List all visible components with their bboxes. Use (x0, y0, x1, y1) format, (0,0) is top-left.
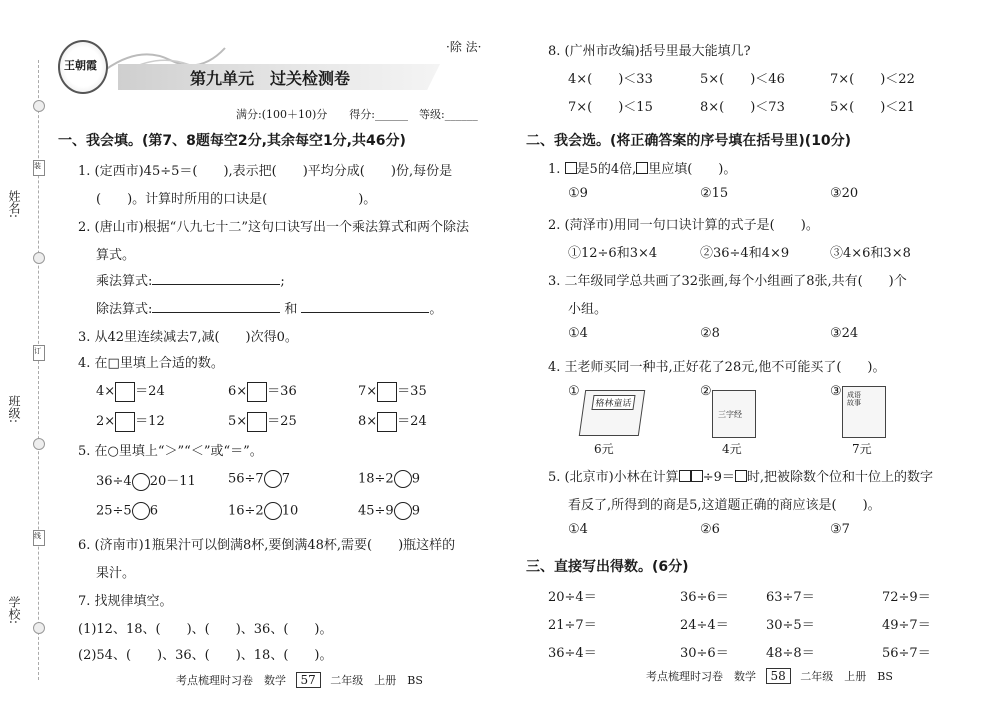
binding-hole (33, 100, 45, 112)
c1-option[interactable]: ①9 (568, 186, 588, 201)
c5-line1: 5. (北京市)小林在计算 ÷9＝ 时,把被除数个位和十位上的数字 (548, 470, 933, 485)
q8-item: 5×( )＜21 (830, 100, 915, 115)
calc-item[interactable]: 72÷9＝ (882, 590, 931, 605)
q4: 4. 在□里填上合适的数。 (78, 356, 224, 371)
q1-line1: 1. (定西市)45÷5＝( ),表示把( )平均分成( )份,每份是 (78, 164, 453, 179)
c5-option[interactable]: ①4 (568, 522, 588, 537)
compare-circle[interactable] (132, 473, 150, 491)
c3-line2: 小组。 (568, 302, 608, 317)
q6-line1: 6. (济南市)1瓶果汁可以倒满8杯,要倒满48杯,需要( )瓶这样的 (78, 538, 456, 553)
q8-item: 8×( )＜73 (700, 100, 785, 115)
page-title: 第九单元 过关检测卷 (190, 69, 351, 88)
q2-multiply-row (96, 270, 285, 289)
compare-circle[interactable] (132, 502, 150, 520)
q2-div-end: 。 (429, 302, 443, 317)
c4-option[interactable]: ③ (830, 384, 842, 399)
c2-option[interactable]: ②36÷4和4×9 (700, 246, 790, 261)
q5: 5. 在○里填上“＞”“＜”或“＝”。 (78, 444, 263, 459)
left-footer: 考点梳理时习卷 数学 57 二年级 上册 BS (176, 673, 423, 687)
name-label: 姓名: (7, 190, 21, 219)
binding-hole (33, 622, 45, 634)
answer-box[interactable] (377, 382, 397, 402)
brand-logo (58, 40, 108, 94)
q4-item: 8× ＝24 (358, 410, 427, 432)
q5-item: 56÷7 7 (228, 471, 290, 487)
calc-item[interactable]: 36÷6＝ (680, 590, 729, 605)
calc-item[interactable]: 30÷6＝ (680, 646, 729, 661)
q2-div-blank-1[interactable] (152, 312, 280, 313)
c4-price: 7元 (852, 442, 872, 456)
page-number: 57 (296, 672, 321, 688)
q2-mul-end: ; (280, 274, 285, 289)
unit-tag: ·除 法· (446, 40, 482, 54)
q5-item: 18÷2 9 (358, 471, 420, 487)
q5-item: 16÷2 10 (228, 503, 299, 519)
q2-and: 和 (284, 302, 298, 317)
c4-option[interactable]: ② (700, 384, 712, 399)
blank-square (691, 470, 703, 482)
binding-tab: 订 (33, 345, 45, 361)
q2-div-blank-2[interactable] (301, 312, 429, 313)
answer-box[interactable] (115, 412, 135, 432)
q8: 8. (广州市改编)括号里最大能填几? (548, 44, 751, 59)
calc-item[interactable]: 63÷7＝ (766, 590, 815, 605)
section-1-title: 一、我会填。(第7、8题每空2分,其余每空1分,共46分) (58, 133, 406, 149)
blank-square (679, 470, 691, 482)
q2-mul-label: 乘法算式: (96, 274, 153, 289)
c2-option[interactable]: ①12÷6和3×4 (568, 246, 658, 261)
answer-box[interactable] (247, 382, 267, 402)
binding-tab: 线 (33, 530, 45, 546)
q7-a: (1)12、18、( )、( )、36、( )。 (78, 622, 333, 637)
c1: 1. 是5的4倍, 里应填( )。 (548, 162, 737, 177)
q4-item: 5× ＝25 (228, 410, 297, 432)
class-label: 班级: (7, 395, 21, 424)
c3-line1: 3. 二年级同学总共画了32张画,每个小组画了8张,共有( )个 (548, 274, 907, 289)
c5-line2: 看反了,所得到的商是5,这道题正确的商应该是( )。 (568, 498, 881, 513)
q1-line2: ( )。计算时所用的口诀是( )。 (96, 192, 377, 207)
school-label: 学校: (7, 596, 21, 625)
calc-item[interactable]: 36÷4＝ (548, 646, 597, 661)
answer-box[interactable] (115, 382, 135, 402)
c4-price: 6元 (594, 442, 614, 456)
c2-option[interactable]: ③4×6和3×8 (830, 246, 911, 261)
book-sanzijing: 三字经 (712, 390, 756, 438)
logo-text: 王朝霞 (64, 59, 97, 72)
q7-b: (2)54、( )、36、( )、18、( )。 (78, 648, 333, 663)
binding-tab: 装 (33, 160, 45, 176)
c4-option[interactable]: ① (568, 384, 580, 399)
q2-line2: 算式。 (96, 248, 136, 263)
score-line: 满分:(100＋10)分 得分:______ 等级:______ (236, 108, 478, 121)
binding-hole (33, 438, 45, 450)
q2-mul-blank[interactable] (152, 284, 280, 285)
right-footer: 考点梳理时习卷 数学 58 二年级 上册 BS (646, 669, 893, 683)
c1-option[interactable]: ③20 (830, 186, 859, 201)
c4-price: 4元 (722, 442, 742, 456)
q5-item: 25÷5 6 (96, 503, 158, 519)
c2: 2. (菏泽市)用同一句口诀计算的式子是( )。 (548, 218, 819, 233)
q3: 3. 从42里连续减去7,减( )次得0。 (78, 330, 298, 345)
q8-item: 7×( )＜22 (830, 72, 915, 87)
q5-item: 36÷4 20－11 (96, 474, 196, 489)
q2-divide-row (96, 298, 442, 317)
q2-line1: 2. (唐山市)根据“八九七十二”这句口诀写出一个乘法算式和两个除法 (78, 220, 469, 235)
page-number: 58 (766, 668, 791, 684)
q8-item: 7×( )＜15 (568, 100, 653, 115)
q4-item: 2× ＝12 (96, 410, 165, 432)
q5-item: 45÷9 9 (358, 503, 420, 519)
c3-option[interactable]: ③24 (830, 326, 859, 341)
section-3-title: 三、直接写出得数。(6分) (526, 559, 689, 575)
blank-square (636, 162, 648, 174)
calc-item[interactable]: 49÷7＝ (882, 618, 931, 633)
section-2-title: 二、我会选。(将正确答案的序号填在括号里)(10分) (526, 133, 852, 149)
calc-item[interactable]: 24÷4＝ (680, 618, 729, 633)
calc-item[interactable]: 20÷4＝ (548, 590, 597, 605)
binding-hole (33, 252, 45, 264)
calc-item[interactable]: 21÷7＝ (548, 618, 597, 633)
blank-square (565, 162, 577, 174)
c3-option[interactable]: ②8 (700, 326, 720, 341)
blank-square (735, 470, 747, 482)
c4: 4. 王老师买同一种书,正好花了28元,他不可能买了( )。 (548, 360, 886, 375)
binding-line (38, 60, 39, 680)
q8-item: 5×( )＜46 (700, 72, 785, 87)
q4-item: 4× ＝24 (96, 380, 165, 402)
q4-item: 6× ＝36 (228, 380, 297, 402)
c5-option[interactable]: ②6 (700, 522, 720, 537)
calc-item[interactable]: 48÷8＝ (766, 646, 815, 661)
compare-circle[interactable] (394, 502, 412, 520)
c1-option[interactable]: ②15 (700, 186, 729, 201)
q8-item: 4×( )＜33 (568, 72, 653, 87)
answer-box[interactable] (247, 412, 267, 432)
book-chengyu: 成语故事 (842, 386, 886, 438)
q2-div-label: 除法算式: (96, 302, 153, 317)
calc-item[interactable]: 56÷7＝ (882, 646, 931, 661)
c5-option[interactable]: ③7 (830, 522, 850, 537)
book-grimm: 格林童话 (579, 390, 645, 436)
compare-circle[interactable] (394, 470, 412, 488)
q7: 7. 找规律填空。 (78, 594, 173, 609)
q6-line2: 果汁。 (96, 566, 136, 581)
answer-box[interactable] (377, 412, 397, 432)
compare-circle[interactable] (264, 502, 282, 520)
c3-option[interactable]: ①4 (568, 326, 588, 341)
calc-item[interactable]: 30÷5＝ (766, 618, 815, 633)
compare-circle[interactable] (264, 470, 282, 488)
q4-item: 7× ＝35 (358, 380, 427, 402)
